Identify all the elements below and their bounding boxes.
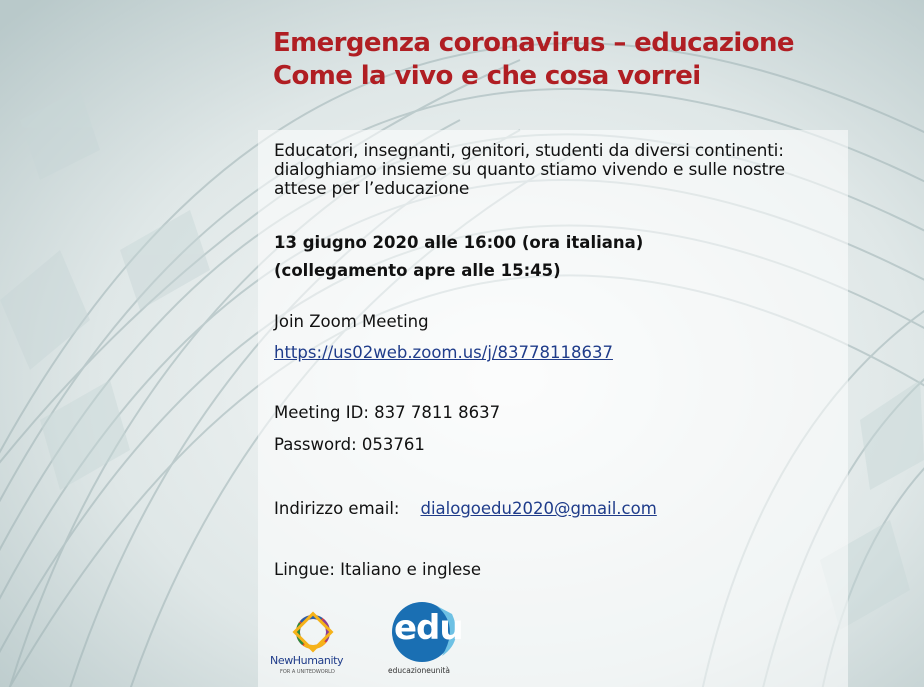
- languages: Lingue: Italiano e inglese: [274, 560, 482, 579]
- edu-name: edu: [394, 608, 463, 648]
- edu-tagline: educazioneunità: [388, 666, 450, 675]
- new-humanity-name: NewHumanity: [270, 654, 344, 667]
- meeting-id: Meeting ID: 837 7811 8637: [274, 403, 501, 422]
- new-humanity-tagline: FOR A UNITEDWORLD: [280, 669, 335, 675]
- event-date: [274, 229, 814, 285]
- email-link[interactable]: dialogoedu2020@gmail.com: [420, 499, 657, 518]
- page-title: [273, 27, 893, 93]
- edu-logo: [382, 596, 502, 682]
- event-date-line-2: (collegamento apre alle 15:45): [274, 261, 561, 280]
- email-label: Indirizzo email:: [274, 499, 400, 518]
- intro-text: Educatori, insegnanti, genitori, studenti da diversi continenti: dialoghiamo insieme su quanto stiamo vivendo e sulle nostre attese per l’educazione: [274, 141, 785, 199]
- title-line-1: Emergenza coronavirus – educazione: [273, 28, 794, 58]
- title-line-2: Come la vivo e che cosa vorrei: [273, 61, 701, 91]
- meeting-password: Password: 053761: [274, 435, 425, 454]
- zoom-join-label: Join Zoom Meeting: [274, 312, 429, 331]
- email-row: [274, 499, 657, 518]
- zoom-link[interactable]: https://us02web.zoom.us/j/83778118637: [274, 343, 613, 362]
- event-date-line-1: 13 giugno 2020 alle 16:00 (ora italiana): [274, 233, 644, 252]
- new-humanity-logo: [268, 604, 358, 682]
